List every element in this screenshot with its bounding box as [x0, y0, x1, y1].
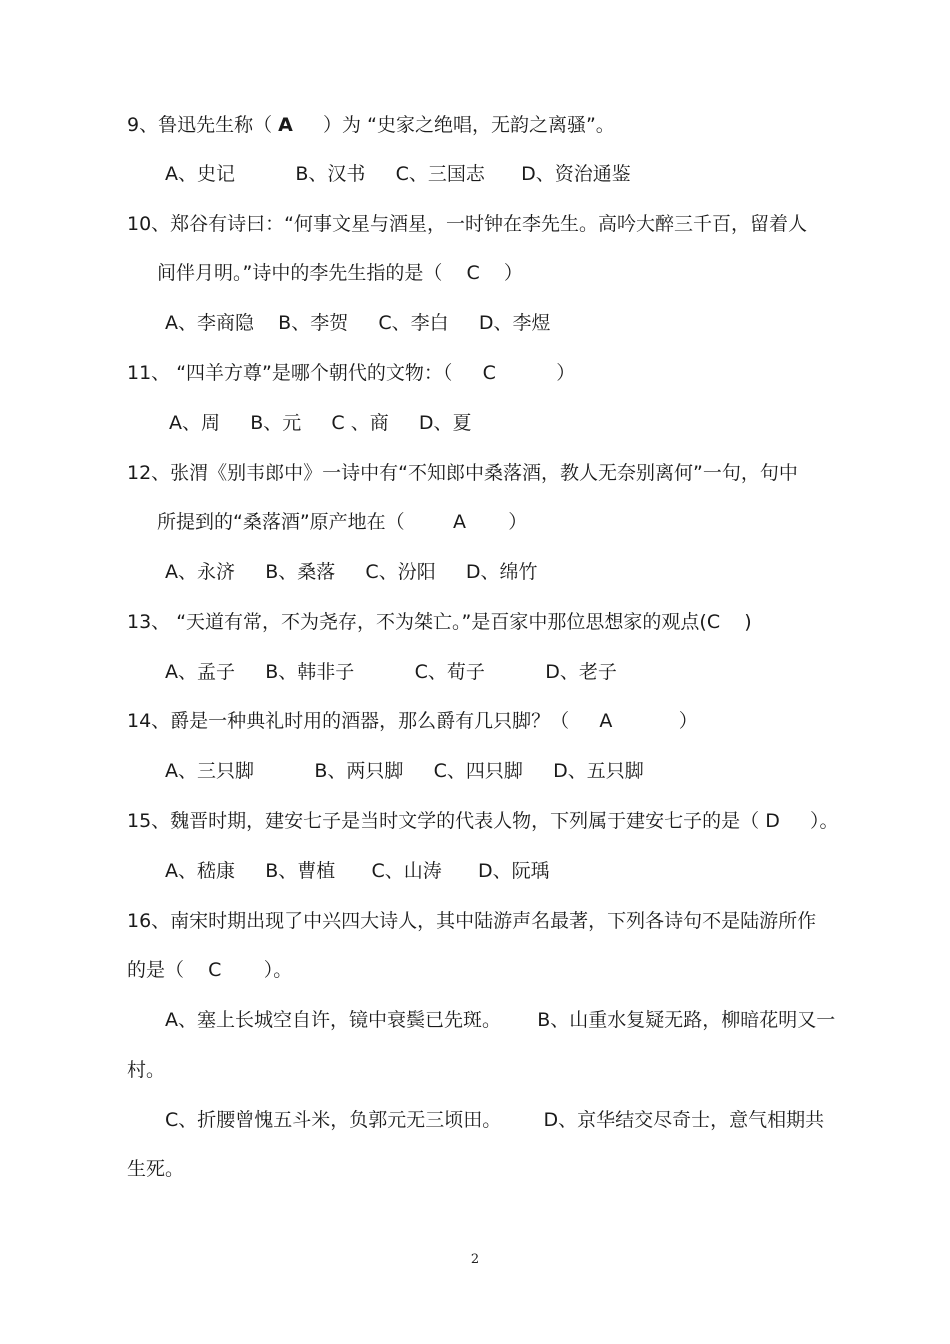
question-10-stem-line2: 间伴月明。”诗中的李先生指的是（ C ） — [157, 262, 523, 284]
question-12-stem-line1: 12、张渭《别韦郎中》一诗中有“不知郎中桑落酒，教人无奈别离何”一句，句中 — [127, 462, 798, 484]
question-14-stem: 14、爵是一种典礼时用的酒器，那么爵有几只脚？（ A ） — [127, 710, 698, 732]
question-9-stem-before: 9、鲁迅先生称（ — [127, 114, 279, 136]
question-15-options: A、嵇康 B、曹植 C、山涛 D、阮瑀 — [165, 860, 550, 882]
question-13-options: A、孟子 B、韩非子 C、荀子 D、老子 — [165, 661, 617, 683]
question-14-options: A、三只脚 B、两只脚 C、四只脚 D、五只脚 — [165, 760, 644, 782]
question-11-options: A、周 B、元 C 、商 D、夏 — [169, 412, 472, 434]
question-12-stem-line2: 所提到的“桑落酒”原产地在（ A ） — [157, 511, 528, 533]
question-10-stem-line1: 10、郑谷有诗曰：“何事文星与酒星，一时钟在李先生。高吟大醉三千百，留着人 — [127, 213, 808, 235]
question-9-stem-after: ）为 “史家之绝唱，无韵之离骚”。 — [292, 114, 615, 136]
question-9-stem — [127, 113, 615, 137]
question-12-options: A、永济 B、桑落 C、汾阳 D、绵竹 — [165, 561, 538, 583]
question-16-options-cd-line1: C、折腰曾愧五斗米，负郭元无三顷田。 D、京华结交尽奇士，意气相期共 — [165, 1109, 825, 1131]
page-number: 2 — [470, 1252, 480, 1267]
question-16-options-ab-line2: 村。 — [127, 1059, 166, 1081]
question-16-options-cd-line2: 生死。 — [127, 1158, 185, 1180]
question-10-options: A、李商隐 B、李贺 C、李白 D、李煜 — [165, 312, 551, 334]
question-16-stem-line2: 的是（ C ）。 — [127, 959, 293, 981]
question-9-options: A、史记 B、汉书 C、三国志 D、资治通鉴 — [165, 163, 631, 185]
question-13-stem: 13、 “天道有常，不为尧存，不为桀亡。”是百家中那位思想家的观点(C ) — [127, 611, 752, 633]
question-16-options-ab-line1: A、塞上长城空自许，镜中衰鬓已先斑。 B、山重水复疑无路，柳暗花明又一 — [165, 1009, 836, 1031]
question-11-stem: 11、 “四羊方尊”是哪个朝代的文物：（ C ） — [127, 362, 576, 384]
question-9-answer: A — [278, 114, 293, 136]
question-16-stem-line1: 16、南宋时期出现了中兴四大诗人，其中陆游声名最著，下列各诗句不是陆游所作 — [127, 910, 817, 932]
question-15-stem: 15、魏晋时期，建安七子是当时文学的代表人物，下列属于建安七子的是（ D ）。 — [127, 810, 839, 832]
